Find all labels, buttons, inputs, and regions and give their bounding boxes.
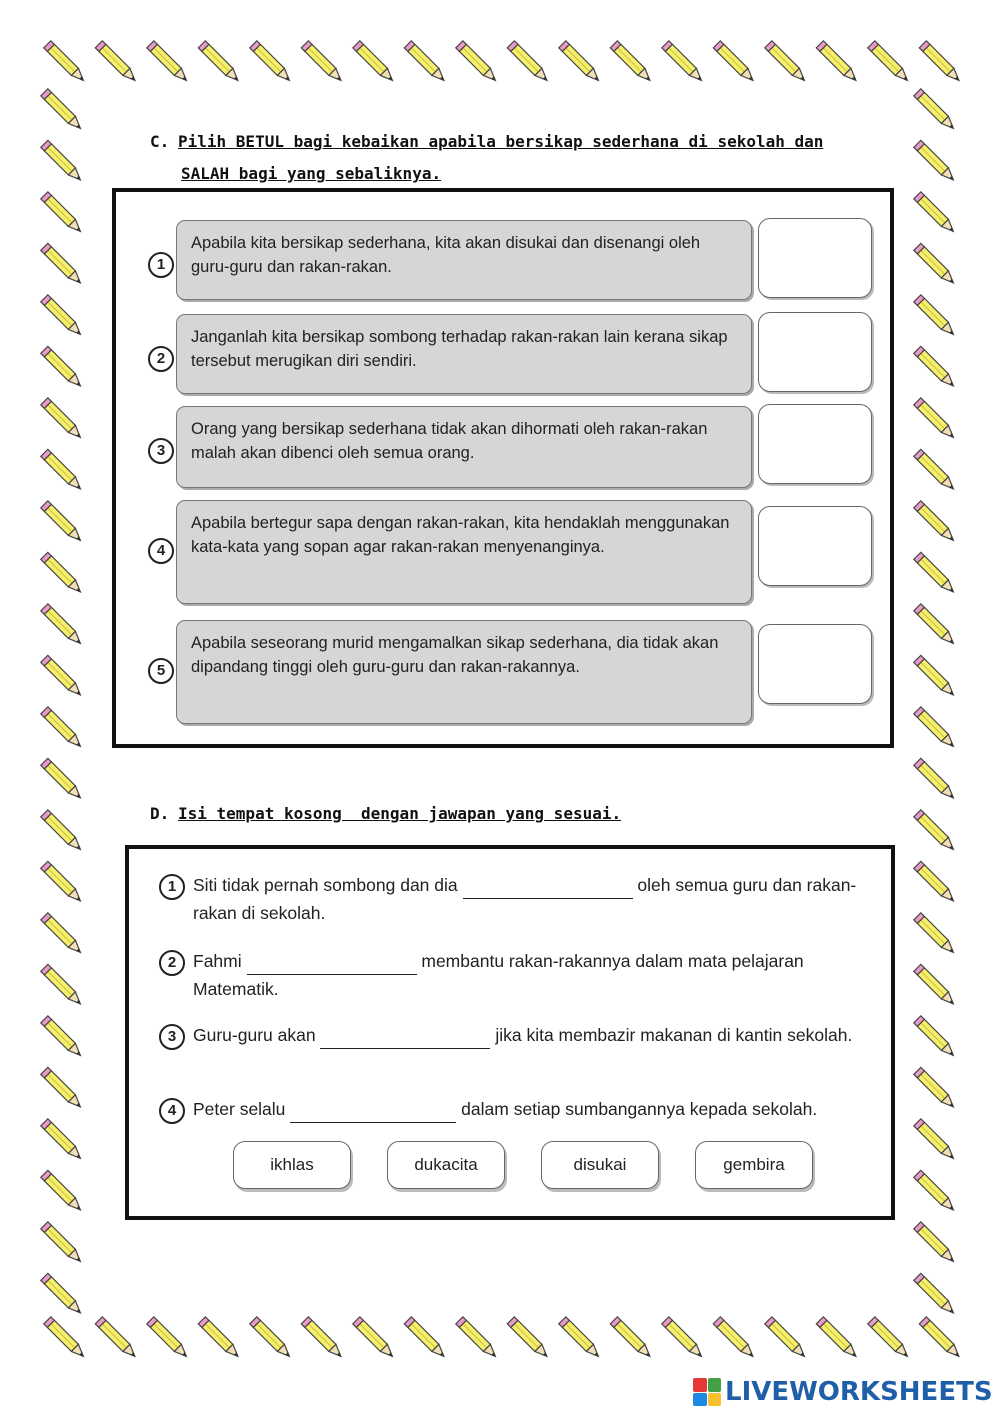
pencil-icon <box>41 1016 84 1059</box>
item-number: 3 <box>159 1024 185 1050</box>
pencil-icon <box>765 1317 808 1360</box>
pencil-icon <box>250 1317 293 1360</box>
pencil-icon <box>914 655 957 698</box>
pencil-icon <box>250 41 293 84</box>
section-c-instruction-line1: Pilih BETUL bagi kebaikan apabila bersikap sederhana di sekolah dan <box>178 132 824 151</box>
pencil-icon <box>765 41 808 84</box>
pencil-icon <box>914 810 957 853</box>
item-number: 1 <box>159 874 185 900</box>
pencil-icon <box>95 41 138 84</box>
pencil-icon <box>456 41 499 84</box>
question-text-before: Fahmi <box>193 951 242 971</box>
pencil-icon <box>353 41 396 84</box>
pencil-icon <box>507 1317 550 1360</box>
question-text-before: Guru-guru akan <box>193 1025 316 1045</box>
pencil-icon <box>713 41 756 84</box>
pencil-icon <box>914 501 957 544</box>
pencil-icon <box>147 41 190 84</box>
item-number: 5 <box>148 658 174 684</box>
pencil-icon <box>41 1222 84 1265</box>
pencil-icon <box>41 552 84 595</box>
pencil-icon <box>95 1317 138 1360</box>
question-text-after: dalam setiap sumbangannya kepada sekolah. <box>461 1099 818 1119</box>
question-text-after: membantu rakan-rakannya dalam mata pelajaran Matematik. <box>193 951 804 999</box>
logo-square <box>693 1378 707 1392</box>
pencil-icon <box>610 41 653 84</box>
pencil-icon <box>147 1317 190 1360</box>
pencil-icon <box>816 41 859 84</box>
pencil-icon <box>41 861 84 904</box>
blank-field-1[interactable] <box>463 878 633 899</box>
question-text-before: Siti tidak pernah sombong dan dia <box>193 875 458 895</box>
pencil-icon <box>662 1317 705 1360</box>
pencil-icon <box>914 192 957 235</box>
liveworksheets-logo <box>693 1376 993 1408</box>
pencil-icon <box>301 41 344 84</box>
blank-field-3[interactable] <box>320 1028 490 1049</box>
question-text-after: oleh semua guru dan rakan-rakan di sekolah. <box>193 875 857 923</box>
pencil-icon <box>41 1067 84 1110</box>
pencil-icon <box>559 1317 602 1360</box>
pencil-icon <box>914 295 957 338</box>
pencil-icon <box>919 1317 962 1360</box>
pencil-icon <box>41 89 84 132</box>
pencil-icon <box>41 243 84 286</box>
pencil-icon <box>610 1317 653 1360</box>
pencil-icon <box>41 707 84 750</box>
section-c-instruction-line2: SALAH bagi yang sebaliknya. <box>181 164 442 183</box>
answer-box-3[interactable] <box>758 404 872 484</box>
logo-mark-icon <box>693 1378 721 1406</box>
pencil-icon <box>456 1317 499 1360</box>
item-number: 4 <box>148 538 174 564</box>
pencil-icon <box>301 1317 344 1360</box>
pencil-icon <box>41 604 84 647</box>
pencil-icon <box>41 964 84 1007</box>
pencil-icon <box>507 41 550 84</box>
logo-square <box>693 1393 707 1407</box>
question-text-before: Peter selalu <box>193 1099 286 1119</box>
pencil-icon <box>41 810 84 853</box>
pencil-icon <box>868 1317 911 1360</box>
section-d-heading <box>150 802 621 826</box>
pencil-icon <box>44 41 87 84</box>
statement-text: Janganlah kita bersikap sombong terhadap rakan-rakan lain kerana sikap tersebut merugikan diri sendiri. <box>176 314 752 394</box>
answer-box-4[interactable] <box>758 506 872 586</box>
word-chip-ikhlas[interactable]: ikhlas <box>233 1141 351 1189</box>
pencil-icon <box>914 1119 957 1162</box>
answer-box-1[interactable] <box>758 218 872 298</box>
pencil-icon <box>914 1222 957 1265</box>
word-chip-gembira[interactable]: gembira <box>695 1141 813 1189</box>
statement-text: Apabila bertegur sapa dengan rakan-rakan, kita hendaklah menggunakan kata-kata yang sopan agar rakan-rakan menyenanginya. <box>176 500 752 604</box>
logo-square <box>708 1393 722 1407</box>
pencil-icon <box>41 295 84 338</box>
item-number: 1 <box>148 252 174 278</box>
item-number: 4 <box>159 1098 185 1124</box>
pencil-icon <box>41 913 84 956</box>
pencil-icon <box>404 41 447 84</box>
pencil-icon <box>816 1317 859 1360</box>
pencil-icon <box>868 41 911 84</box>
answer-box-2[interactable] <box>758 312 872 392</box>
pencil-icon <box>41 655 84 698</box>
true-false-panel <box>112 188 894 748</box>
pencil-icon <box>404 1317 447 1360</box>
pencil-icon <box>198 41 241 84</box>
pencil-icon <box>914 552 957 595</box>
pencil-icon <box>41 1119 84 1162</box>
pencil-icon <box>41 501 84 544</box>
pencil-icon <box>41 758 84 801</box>
pencil-icon <box>914 398 957 441</box>
section-c-letter: C. <box>150 132 170 151</box>
pencil-icon <box>914 243 957 286</box>
statement-text: Orang yang bersikap sederhana tidak akan dihormati oleh rakan-rakan malah akan dibenci oleh semua orang. <box>176 406 752 488</box>
pencil-icon <box>41 1170 84 1213</box>
pencil-icon <box>919 41 962 84</box>
pencil-icon <box>914 604 957 647</box>
pencil-icon <box>44 1317 87 1360</box>
section-d-instruction: Isi tempat kosong dengan jawapan yang sesuai. <box>178 804 622 823</box>
item-number: 2 <box>148 346 174 372</box>
fill-in-blank-panel <box>125 845 895 1220</box>
blank-field-4[interactable] <box>290 1102 456 1123</box>
logo-text: LIVEWORKSHEETS <box>725 1377 993 1407</box>
pencil-icon <box>914 861 957 904</box>
pencil-icon <box>662 41 705 84</box>
blank-field-2[interactable] <box>247 954 417 975</box>
section-d-letter: D. <box>150 804 170 823</box>
pencil-icon <box>914 1067 957 1110</box>
statement-text: Apabila kita bersikap sederhana, kita akan disukai dan disenangi oleh guru-guru dan rakan-rakan. <box>176 220 752 300</box>
pencil-icon <box>353 1317 396 1360</box>
pencil-icon <box>914 964 957 1007</box>
pencil-icon <box>914 449 957 492</box>
item-number: 2 <box>159 950 185 976</box>
pencil-icon <box>41 1273 84 1316</box>
pencil-icon <box>914 913 957 956</box>
pencil-icon <box>914 140 957 183</box>
pencil-icon <box>914 1273 957 1316</box>
pencil-icon <box>41 449 84 492</box>
pencil-icon <box>41 140 84 183</box>
pencil-icon <box>41 398 84 441</box>
statement-text: Apabila seseorang murid mengamalkan sikap sederhana, dia tidak akan dipandang tinggi oleh guru-guru dan rakan-rakannya. <box>176 620 752 724</box>
answer-box-5[interactable] <box>758 624 872 704</box>
pencil-icon <box>914 346 957 389</box>
pencil-icon <box>914 1016 957 1059</box>
pencil-icon <box>41 346 84 389</box>
section-c-heading <box>150 126 870 190</box>
pencil-icon <box>559 41 602 84</box>
pencil-icon <box>713 1317 756 1360</box>
word-chip-disukai[interactable]: disukai <box>541 1141 659 1189</box>
pencil-icon <box>198 1317 241 1360</box>
word-chip-dukacita[interactable]: dukacita <box>387 1141 505 1189</box>
question-text-after: jika kita membazir makanan di kantin sekolah. <box>495 1025 853 1045</box>
logo-square <box>708 1378 722 1392</box>
pencil-icon <box>41 192 84 235</box>
pencil-icon <box>914 89 957 132</box>
item-number: 3 <box>148 438 174 464</box>
pencil-icon <box>914 758 957 801</box>
pencil-icon <box>914 707 957 750</box>
pencil-icon <box>914 1170 957 1213</box>
